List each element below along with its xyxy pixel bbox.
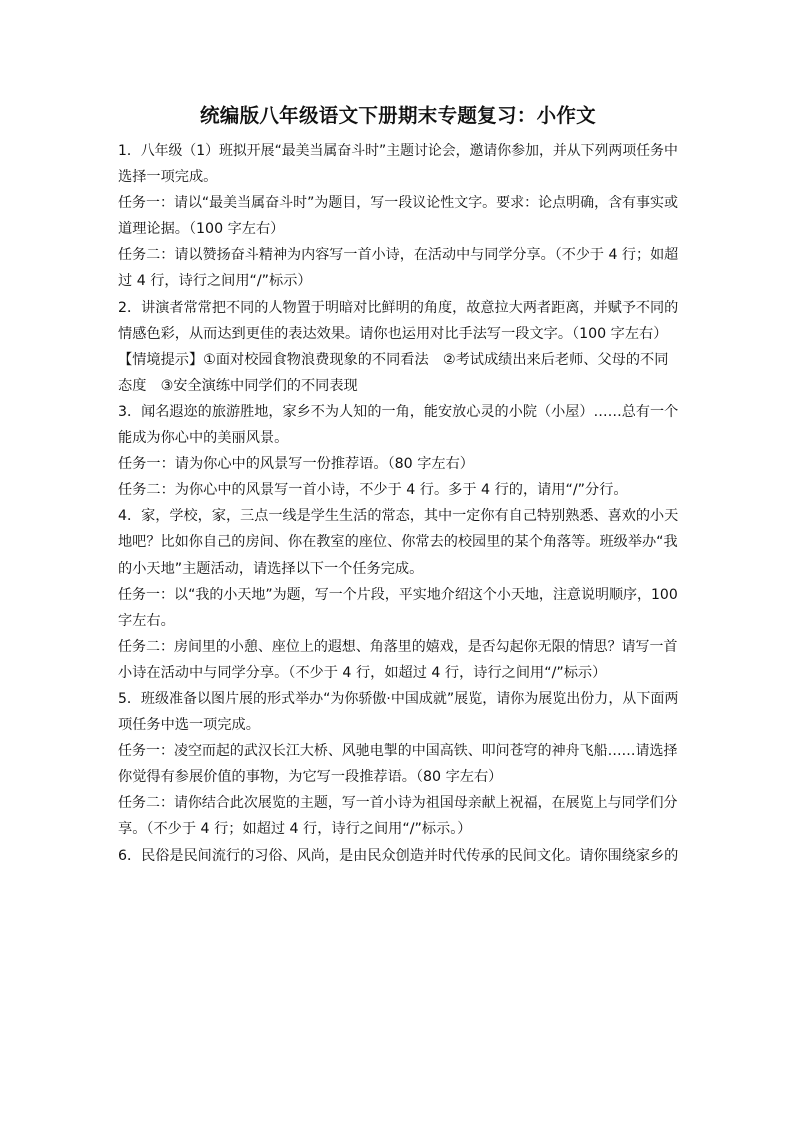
- text-line: 4．家，学校，家，三点一线是学生生活的常态，其中一定你有自己特别熟悉、喜欢的小天: [118, 508, 679, 525]
- text-line: 任务二：为你心中的风景写一首小诗，不少于 4 行。多于 4 行的，请用“/”分行。: [118, 482, 628, 499]
- text-line: 1．八年级（1）班拟开展“最美当属奋斗时”主题讨论会，邀请你参加，并从下列两项任务中: [118, 143, 678, 159]
- text-line: 过 4 行，诗行之间用“/”标示）: [118, 273, 312, 290]
- document-title: 统编版八年级语文下册期末专题复习：小作文: [199, 104, 596, 127]
- text-line: 能成为你心中的美丽风景。: [118, 430, 289, 447]
- text-line: 地吧？比如你自己的房间、你在教室的座位、你常去的校园里的某个角落等。班级举办“我: [118, 534, 678, 551]
- text-line: 道理论据。（100 字左右）: [118, 221, 285, 238]
- text-line: 小诗在活动中与同学分享。（不少于 4 行，如超过 4 行，诗行之间用“/”标示）: [118, 664, 607, 681]
- text-line: 任务二：请你结合此次展览的主题，写一首小诗为祖国母亲献上祝福，在展览上与同学们分: [118, 795, 678, 812]
- text-line: 5．班级准备以图片展的形式举办“为你骄傲·中国成就”展览，请你为展览出份力，从下面两: [118, 690, 679, 707]
- text-line: 享。（不少于 4 行；如超过 4 行，诗行之间用“/”标示。）: [118, 821, 472, 838]
- text-line: 情感色彩，从而达到更佳的表达效果。请你也运用对比手法写一段文字。（100 字左右）: [118, 325, 668, 342]
- text-line: 任务一：以“我的小天地”为题，写一个片段，平实地介绍这个小天地，注意说明顺序，100: [118, 586, 678, 603]
- text-line: 【情境提示】①面对校园食物浪费现象的不同看法 ②考试成绩出来后老师、父母的不同: [118, 351, 669, 368]
- text-line: 选择一项完成。: [118, 169, 218, 186]
- text-line: 任务二：请以赞扬奋斗精神为内容写一首小诗，在活动中与同学分享。（不少于 4 行；如超: [118, 247, 679, 264]
- text-line: 2．讲演者常常把不同的人物置于明暗对比鲜明的角度，故意拉大两者距离，并赋予不同的: [118, 299, 679, 316]
- text-line: 3．闻名遐迩的旅游胜地，家乡不为人知的一角，能安放心灵的小院（小屋）……总有一个: [118, 403, 679, 420]
- text-line: 任务一：凌空而起的武汉长江大桥、风驰电掣的中国高铁、叩问苍穹的神舟飞船……请选择: [118, 743, 678, 760]
- text-line: 的小天地”主题活动，请选择以下一个任务完成。: [118, 560, 424, 577]
- text-line: 任务一：请为你心中的风景写一份推荐语。（80 字左右）: [118, 456, 474, 473]
- text-line: 字左右。: [118, 612, 175, 629]
- text-line: 6．民俗是民间流行的习俗、风尚，是由民众创造并时代传承的民间文化。请你围绕家乡的: [118, 847, 679, 864]
- document-body: [118, 138, 678, 869]
- text-line: 你觉得有参展价值的事物，为它写一段推荐语。（80 字左右）: [118, 769, 503, 786]
- text-line: 态度 ③安全演练中同学们的不同表现: [118, 377, 358, 394]
- text-line: 任务二：房间里的小憩、座位上的遐想、角落里的嬉戏，是否勾起你无限的情思？请写一首: [118, 638, 678, 655]
- text-line: 项任务中选一项完成。: [118, 717, 260, 734]
- text-line: 任务一：请以“最美当属奋斗时”为题目，写一段议论性文字。要求：论点明确，含有事实或: [118, 195, 679, 212]
- document-page: [118, 100, 678, 869]
